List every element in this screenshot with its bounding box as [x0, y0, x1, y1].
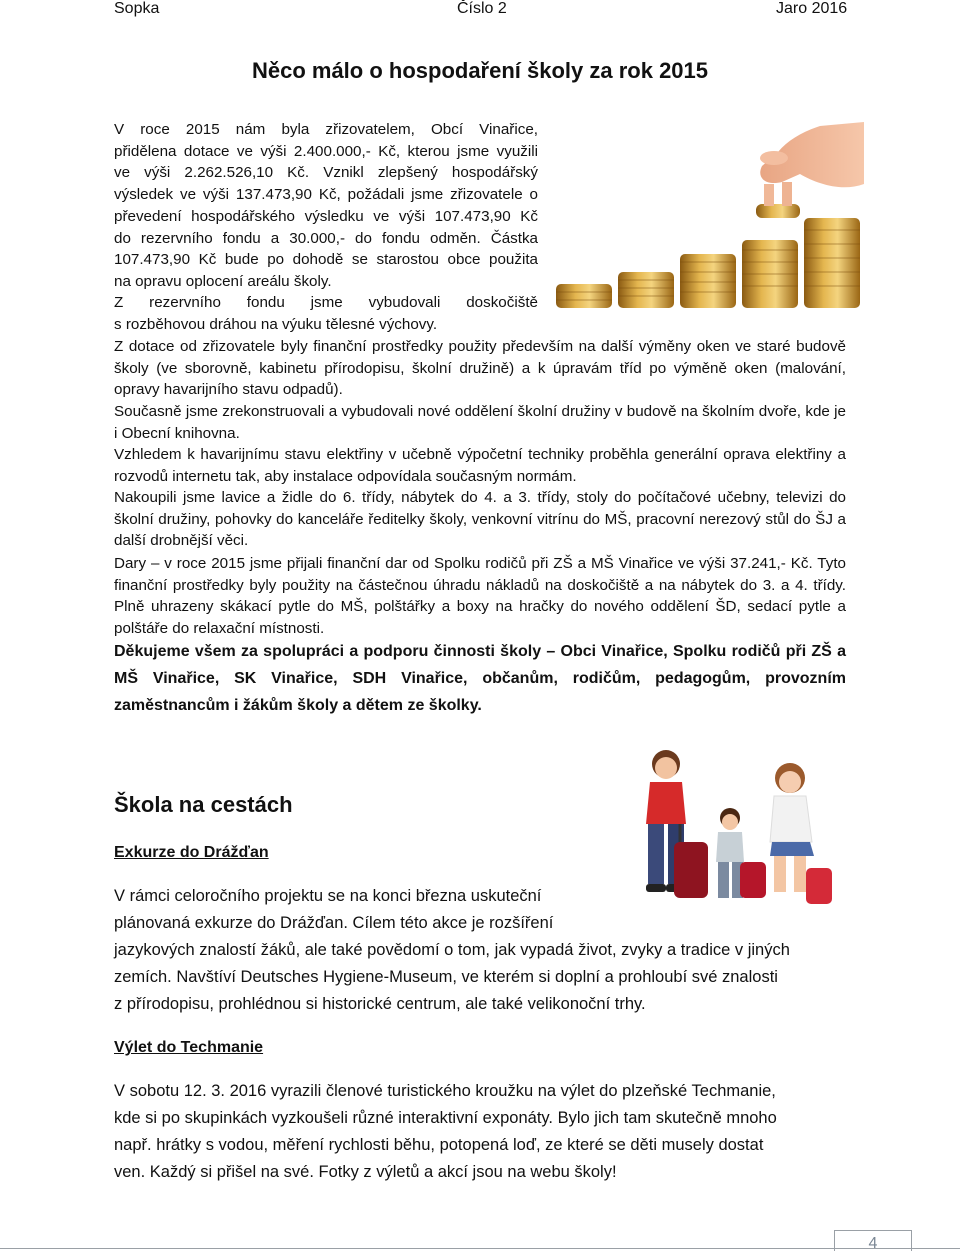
intro-line: převedení hospodářského výsledku ve výši 107.473,90 Kč [114, 208, 538, 225]
page-header [0, 0, 960, 22]
intro-line: Z rezervního fondu jsme vybudovali doskočiště [114, 294, 538, 311]
text-line: jazykových znalostí žáků, ale také povědomí o tom, jak vypadá život, zvyky a tradice v jiných [114, 941, 790, 959]
text-line: plánovaná exkurze do Drážďan. Cílem této akce je rozšíření [114, 914, 554, 932]
text-line: např. hrátky s vodou, měření rychlosti běhu, potopená loď, ze které se děti musely dostat [114, 1136, 764, 1154]
article-title: Něco málo o hospodaření školy za rok 2015 [251, 58, 709, 83]
page-number: 4 [834, 1230, 912, 1251]
thanks-paragraph: Děkujeme všem za spolupráci a podporu činnosti školy – Obci Vinařice, Spolku rodičů při ZŠ a MŠ Vinařice, SK Vinařice, SDH Vinařice, občanům, rodičům, pedagogům, provozním zaměstnancům i žákům školy a dětem ze školky. [114, 643, 846, 714]
intro-line: přidělena dotace ve výši 2.400.000,- Kč, kterou jsme využili [114, 143, 538, 160]
text-line: V sobotu 12. 3. 2016 vyrazili členové turistického kroužku na výlet do plzeňské Techmanie, [114, 1082, 776, 1100]
header-issue: Číslo 2 [457, 0, 507, 17]
text-line: z přírodopisu, prohlédnou si historické centrum, ale také velikonoční trhy. [114, 995, 646, 1013]
footer-rule [0, 1248, 960, 1249]
subheading-dresden: Exkurze do Drážďan [114, 844, 269, 861]
children-travel-image [620, 744, 840, 910]
coins-hand-image [552, 122, 864, 312]
header-magazine: Sopka [114, 0, 160, 17]
intro-line: výsledek ve výši 137.473,90 Kč, požádali jsme zřizovatele o [114, 186, 538, 203]
text-line: V rámci celoročního projektu se na konci března uskuteční [114, 887, 542, 905]
text-line: ven. Každý si přišel na své. Fotky z výletů a akcí jsou na webu školy! [114, 1163, 617, 1181]
paragraph: Dary – v roce 2015 jsme přijali finanční dar od Spolku rodičů při ZŠ a MŠ Vinařice ve výši 37.241,- Kč. Tyto finanční prostředky byly použity na částečnou úhradu nákladů na doskočiště a na nábytek do 3. a 4. třídy. Plně uhrazeny skákací pytle do MŠ, polštářky a boxy na hračky do nového oddělení ŠD, sedací pytle a polštáře do relaxační místnosti. [114, 555, 846, 637]
intro-line: 107.473,90 Kč bude po dohodě se starostou obce použita [114, 251, 538, 268]
intro-line: s rozběhovou dráhou na výuku tělesné výchovy. [114, 316, 438, 333]
header-season: Jaro 2016 [776, 0, 848, 17]
section-title: Škola na cestách [114, 792, 293, 817]
intro-line: do rezervního fondu a 30.000,- do fondu odměn. Částka [114, 230, 538, 247]
intro-line: na opravu oplocení areálu školy. [114, 273, 332, 290]
subheading-techmania: Výlet do Techmanie [114, 1039, 264, 1056]
paragraph: Z dotace od zřizovatele byly finanční prostředky použity především na další výměny oken ve staré budově školy (ve sborovně, kabinetu přírodopisu, školní družině) a k úpravám tříd po výměně oken (malování, opravy havarijního stavu odpadů). [114, 338, 846, 399]
text-line: kde si po skupinkách vyzkoušeli různé interaktivní exponáty. Bylo jich tam skutečně mnoho [114, 1109, 777, 1127]
text-line: zemích. Navštíví Deutsches Hygiene-Museum, ve kterém si doplní a prohloubí své znalosti [114, 968, 778, 986]
paragraph: Nakoupili jsme lavice a židle do 6. třídy, nábytek do 4. a 3. třídy, stoly do počítačové učebny, televizi do školní družiny, pohovky do kanceláře ředitelky školy, venkovní vitrínu do MŠ, pracovní nerezový stůl do ŠJ a další drobnější věci. [114, 489, 846, 550]
paragraph: Současně jsme zrekonstruovali a vybudovali nové oddělení školní družiny v budově na školním dvoře, kde je i Obecní knihovna. [114, 403, 846, 442]
intro-line: V roce 2015 nám byla zřizovatelem, Obcí Vinařice, [114, 121, 538, 138]
intro-line: ve výši 2.262.526,10 Kč. Vznikl zlepšený hospodářský [114, 164, 538, 181]
paragraph: Vzhledem k havarijnímu stavu elektřiny v učebně výpočetní techniky proběhla generální oprava elektřiny a rozvodů internetu tak, aby instalace odpovídala současným normám. [114, 446, 846, 485]
